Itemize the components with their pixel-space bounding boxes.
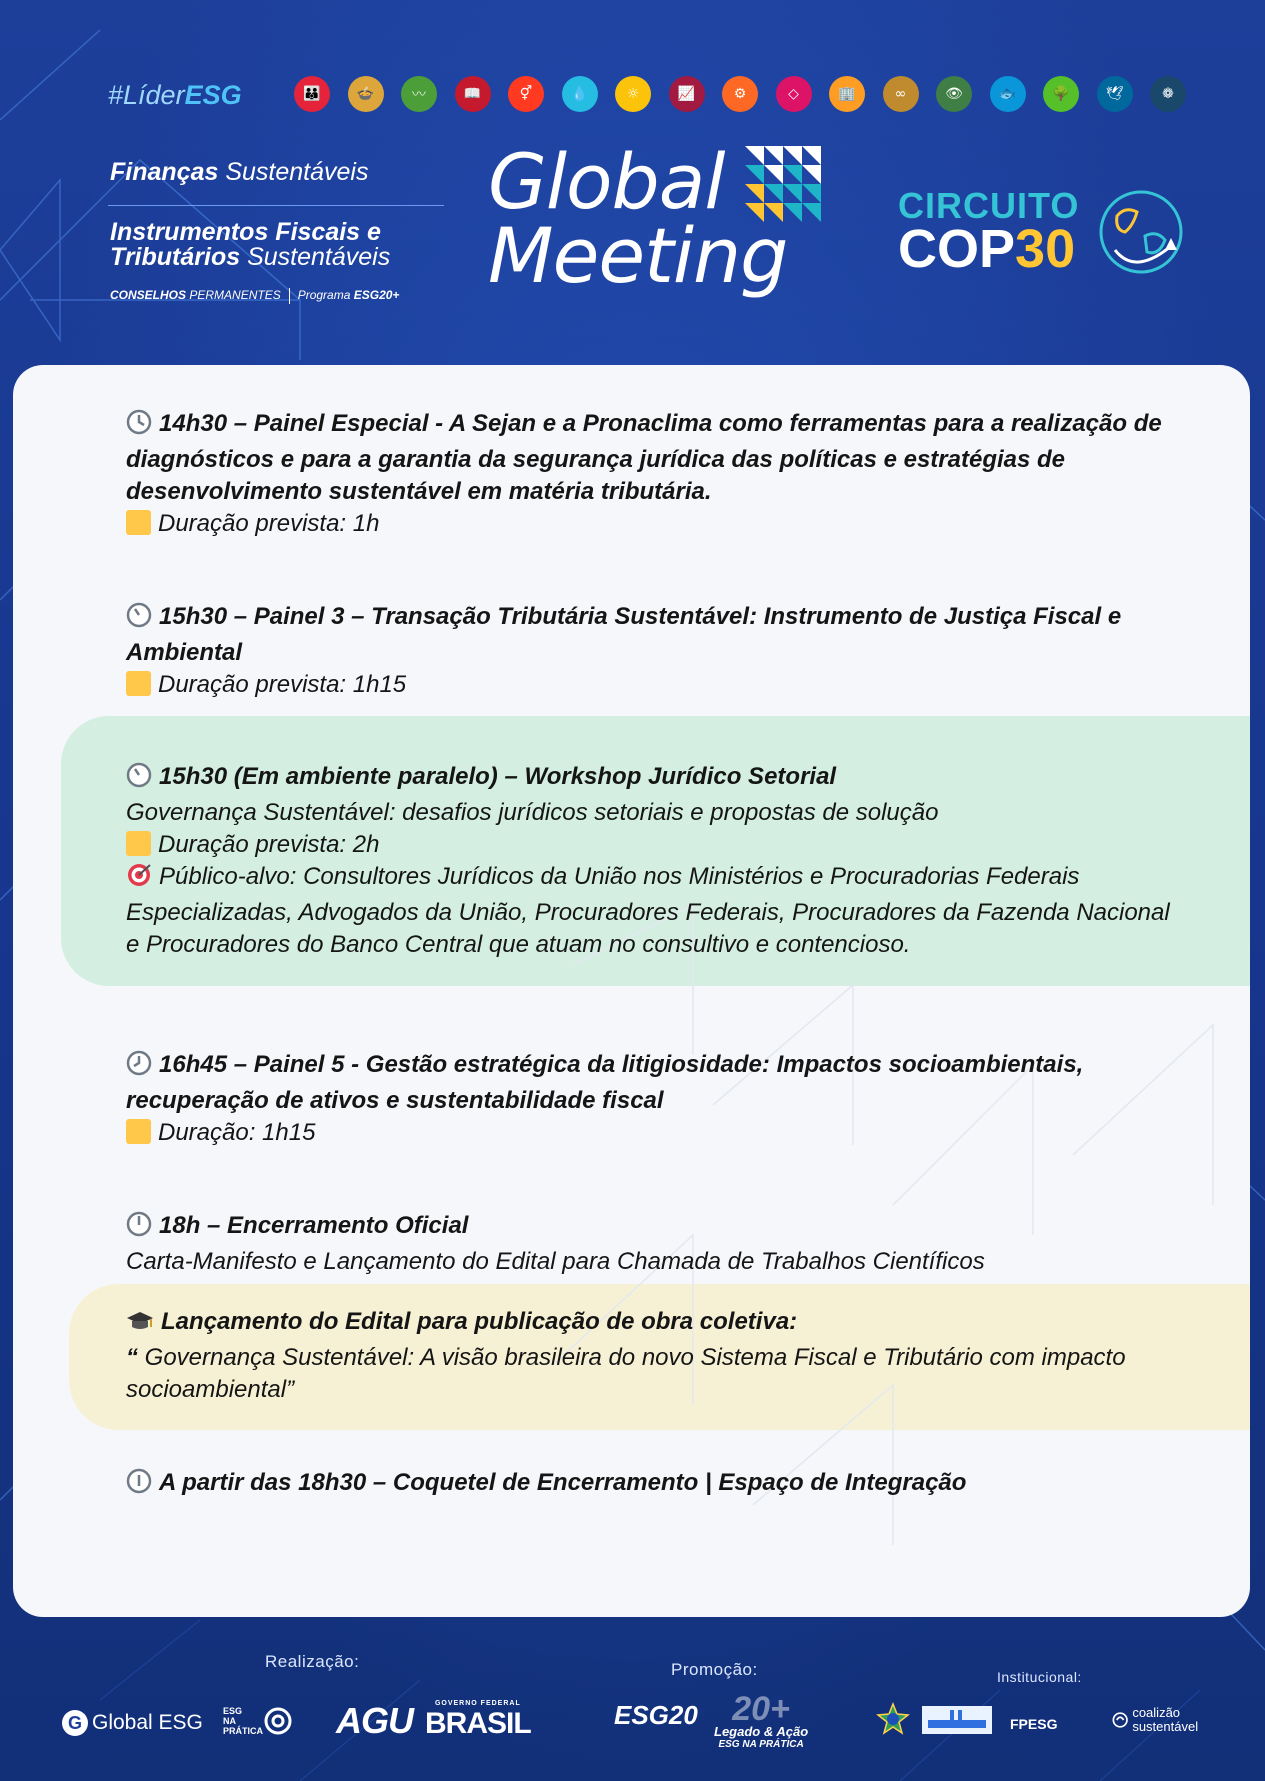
globe-icon — [1095, 186, 1187, 278]
global-esg-logo: G Global ESG — [62, 1710, 203, 1736]
separator — [289, 288, 290, 304]
sdg-3-icon: 〰 — [401, 76, 437, 112]
clock-icon — [126, 1468, 152, 1503]
sdg-7-icon: ☼ — [615, 76, 651, 112]
clock-icon — [126, 762, 152, 797]
coalizao-mark-icon — [1112, 1708, 1128, 1732]
sdg-12-icon: ∞ — [883, 76, 919, 112]
sdg-10-icon: ◇ — [776, 76, 812, 112]
esg-na-pratica-logo: ESG NA PRÁTICA — [223, 1706, 323, 1736]
coat-of-arms-icon — [876, 1702, 910, 1736]
sdg-16-icon: 🕊 — [1097, 76, 1133, 112]
schedule-item-2: 15h30 – Painel 3 – Transação Tributária Sustentável: Instrumento de Justiça Fiscal e Ambiental Duração prevista: 1h15 — [126, 603, 1122, 698]
esg20-logo: ESG20 — [614, 1700, 698, 1730]
duration-square-icon — [126, 831, 151, 856]
circuito-cop30-logo: CIRCUITO COP30 — [898, 185, 1080, 279]
realizacao-label: Realização: — [265, 1652, 360, 1671]
sdg-8-icon: 📈 — [669, 76, 705, 112]
fpesg-logo: FPESG — [1010, 1716, 1058, 1732]
agu-logo: AGU — [336, 1700, 413, 1741]
sdg-11-icon: 🏢 — [829, 76, 865, 112]
schedule-item-3: 15h30 (Em ambiente paralelo) – Workshop Jurídico Setorial Governança Sustentável: desafios jurídicos setoriais e propostas de solução Duração prevista: 2h Público-alvo: Consultores Jurídicos da União nos Ministérios e Procuradorias Federais Especializadas, Advogados da União, Procuradores Federais, Procuradores da Fazenda Nacional e Procuradores do Banco Central que atuam no consultivo e contencioso. — [126, 763, 1170, 958]
sdg-17-icon: ❁ — [1150, 76, 1186, 112]
schedule-item-1: 14h30 – Painel Especial - A Sejan e a Pronaclima como ferramentas para a realização de diagnósticos e para a garantia da segurança jurídica das políticas e estratégias de desenvolvimento sustentável em matéria tributária. Duração prevista: 1h — [126, 410, 1162, 537]
sdg-15-icon: 🌳 — [1043, 76, 1079, 112]
clock-icon — [126, 409, 152, 444]
sdg-9-icon: ⚙ — [722, 76, 758, 112]
promocao-label: Promoção: — [671, 1660, 758, 1679]
governo-federal-brasil-logo: GOVERNO FEDERAL BRASIL — [425, 1700, 531, 1740]
program-info — [110, 158, 440, 303]
target-icon — [126, 862, 152, 897]
clock-icon — [126, 1211, 152, 1246]
event-title: Global Meeting — [488, 137, 788, 300]
coalizao-sustentavel-logo: coalizão sustentável — [1112, 1706, 1212, 1734]
legado-acao-logo: 20+ Legado & Ação ESG NA PRÁTICA — [714, 1690, 809, 1750]
program-title-1: Finanças Sustentáveis — [110, 158, 369, 186]
sdg-4-icon: 📖 — [455, 76, 491, 112]
global-meeting-triangles-logo — [745, 146, 821, 222]
clock-icon — [126, 1050, 152, 1085]
global-esg-mark-icon: G — [62, 1710, 88, 1736]
esg-na-pratica-mark-icon — [263, 1706, 293, 1736]
divider — [108, 205, 444, 206]
program-title-2: Instrumentos Fiscais e Tributários Sustentáveis — [110, 218, 391, 271]
duration-square-icon — [126, 671, 151, 696]
schedule-item-6: Lançamento do Edital para publicação de obra coletiva: “ Governança Sustentável: A visão brasileira do novo Sistema Fiscal e Tributário com impacto socioambiental” — [126, 1308, 1126, 1403]
schedule-item-7: A partir das 18h30 – Coquetel de Encerramento | Espaço de Integração — [126, 1467, 1176, 1503]
sdg-6-icon: 💧 — [562, 76, 598, 112]
duration-square-icon — [126, 1119, 151, 1144]
sdg-14-icon: 🐟 — [990, 76, 1026, 112]
sdg-2-icon: 🍲 — [348, 76, 384, 112]
clock-icon — [126, 602, 152, 637]
schedule-card — [13, 365, 1250, 1617]
sdg-1-icon: 👪 — [294, 76, 330, 112]
sdg-5-icon: ⚥ — [508, 76, 544, 112]
congresso-logo-icon — [922, 1706, 992, 1734]
sdg-icons-row — [294, 76, 1186, 112]
graduation-cap-icon — [126, 1309, 154, 1342]
schedule-item-4: 16h45 – Painel 5 - Gestão estratégica da litigiosidade: Impactos socioambientais, recuperação de ativos e sustentabilidade fiscal Duração: 1h15 — [126, 1051, 1084, 1146]
hashtag-lider-esg: #LíderESG — [108, 80, 242, 110]
program-subtitle: CONSELHOS PERMANENTES Programa ESG20+ — [110, 288, 400, 303]
sdg-13-icon: 👁 — [936, 76, 972, 112]
schedule-item-5: 18h – Encerramento Oficial Carta-Manifesto e Lançamento do Edital para Chamada de Trabalhos Científicos — [126, 1212, 985, 1275]
institucional-label: Institucional: — [997, 1669, 1082, 1685]
duration-square-icon — [126, 510, 151, 535]
